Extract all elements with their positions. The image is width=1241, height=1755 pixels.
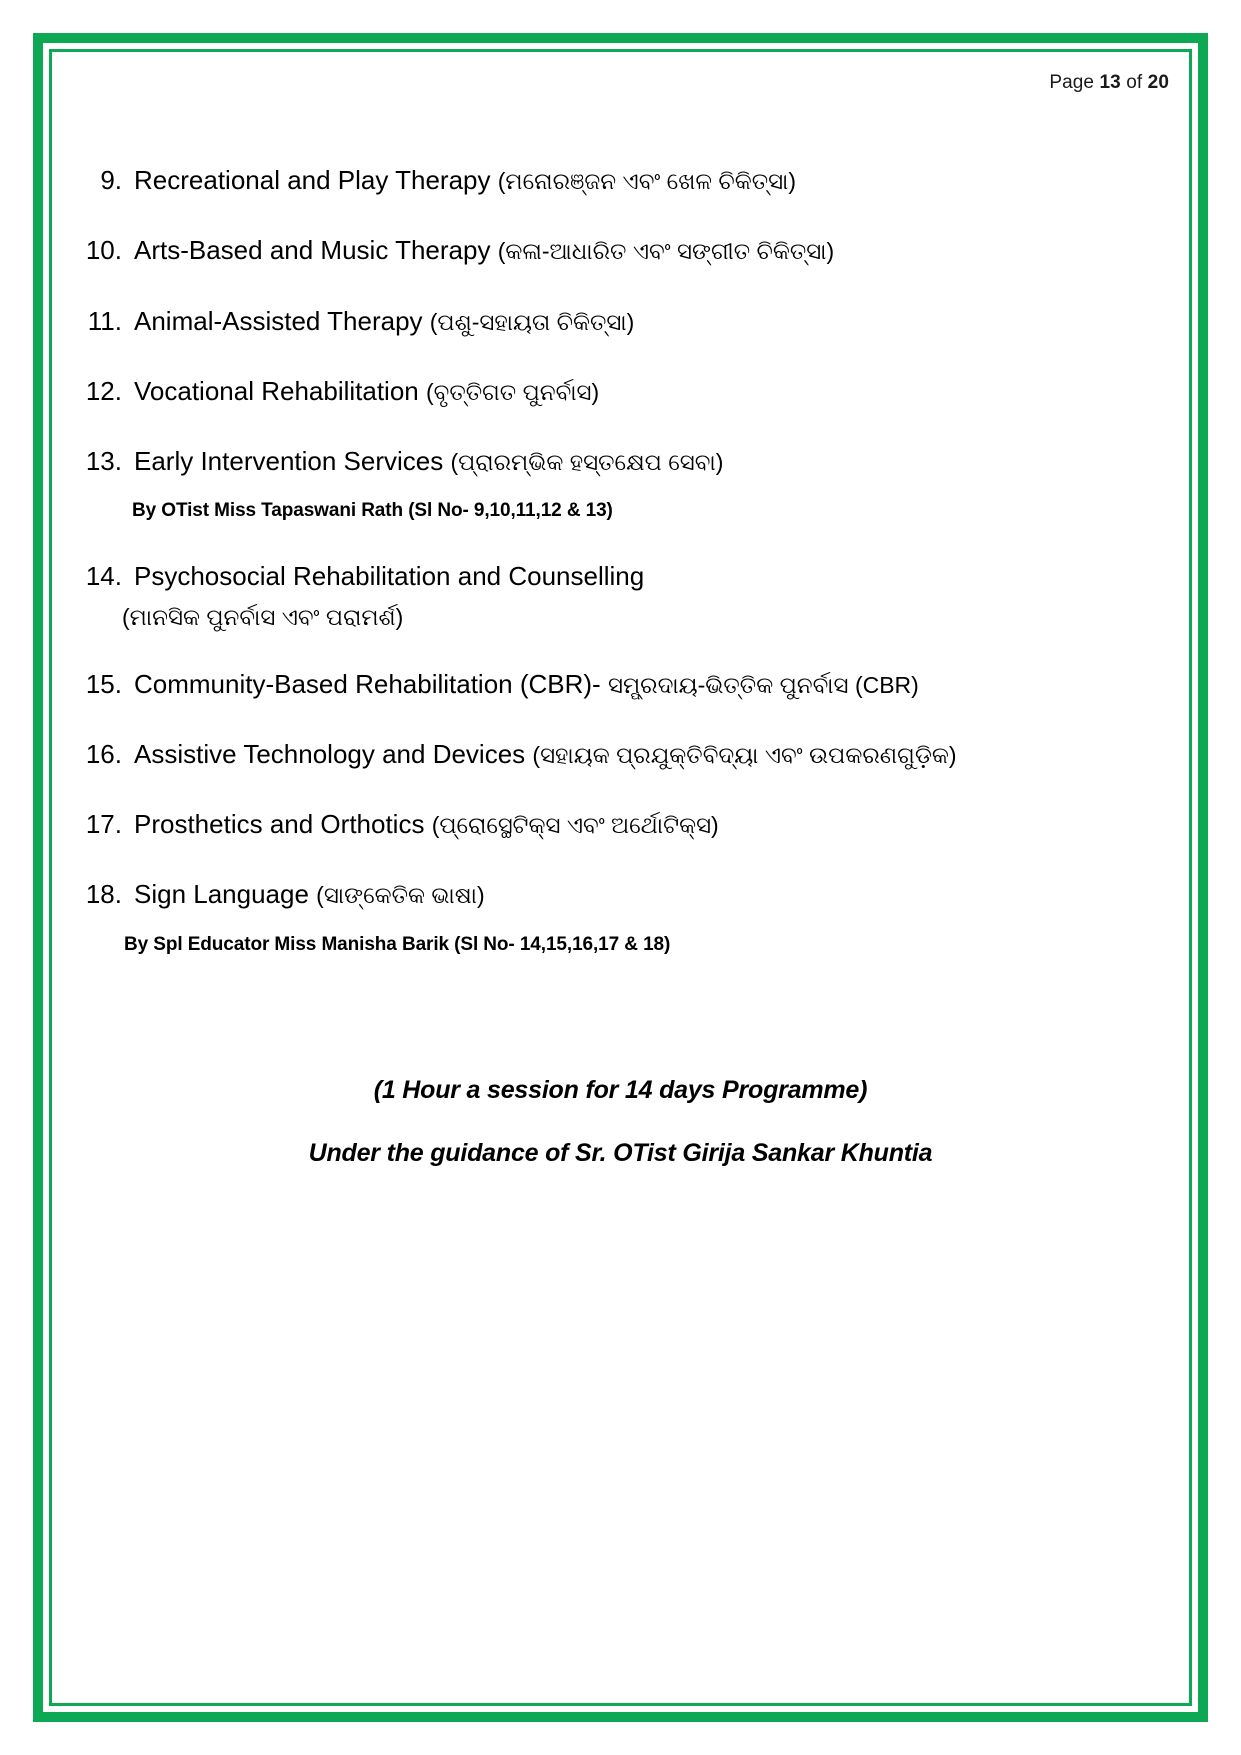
attribution-caption-two: By Spl Educator Miss Manisha Barik (Sl No- 14,15,16,17 & 18): [124, 933, 671, 955]
list-item-english: Vocational Rehabilitation: [134, 375, 426, 406]
list-item-english: Prosthetics and Orthotics: [134, 809, 432, 840]
list-item-body: [134, 445, 1181, 478]
list-item-odia: (ପ୍ରୋସ୍ଥେଟିକ୍ସ ଏବଂ ଅର୍ଥୋଟିକ୍ସ): [431, 812, 719, 839]
list-item: [60, 375, 1181, 408]
page-content: [60, 58, 1181, 1697]
list-item-english: Assistive Technology and Devices: [134, 738, 533, 769]
list-item-english: Recreational and Play Therapy: [134, 165, 498, 195]
list-item: [60, 808, 1181, 841]
footer-note-guidance: Under the guidance of Sr. OTist Girija Sankar Khuntia: [308, 1138, 933, 1167]
list-item: [60, 560, 1181, 593]
list-item-odia: (ପଶୁ-ସହାୟତା ଚିକିତ୍ସା): [429, 308, 635, 335]
list-item-odia-secondline: (ମାନସିକ ପୁନର୍ବାସ ଏବଂ ପରାମର୍ଶ): [122, 603, 404, 630]
list-item-number: 12.: [85, 375, 122, 406]
list-item-english: Sign Language: [134, 879, 317, 910]
page-number-header: [60, 58, 1181, 94]
list-item-body: [134, 878, 1181, 911]
list-item-body: [134, 738, 1181, 771]
list-item-body: [134, 305, 1181, 338]
list-item-number: 13.: [85, 446, 122, 477]
list-item-odia: (ମନୋରଞ୍ଜନ ଏବଂ ଖେଳ ଚିକିତ୍ସା): [497, 168, 797, 194]
attribution-caption-one: By OTist Miss Tapaswani Rath (Sl No- 9,10,11,12 & 13): [132, 500, 613, 522]
page-header-total: 20: [1147, 72, 1169, 93]
list-item: [60, 445, 1181, 478]
list-item-english: Psychosocial Rehabilitation and Counselling: [134, 561, 645, 592]
list-item-body: [134, 668, 1181, 701]
list-item-odia: (କଳା-ଆଧାରିତ ଏବଂ ସଙ୍ଗୀତ ଚିକିତ୍ସା): [497, 238, 835, 265]
list-item: [60, 878, 1181, 911]
list-item-number: 10.: [85, 235, 122, 266]
list-item-body: [134, 808, 1181, 841]
list-item-number: 16.: [85, 738, 122, 769]
list-item-number: 15.: [85, 668, 122, 699]
list-item-english: Animal-Assisted Therapy: [134, 305, 430, 336]
list-item-number: 14.: [85, 561, 122, 592]
list-item: [60, 234, 1181, 267]
page-header-prefix: Page: [1049, 72, 1095, 93]
list-item: [60, 668, 1181, 701]
list-item-english: Arts-Based and Music Therapy: [134, 235, 498, 266]
list-item-english: Community-Based Rehabilitation (CBR)-: [134, 668, 608, 699]
list-item-number: 17.: [85, 809, 122, 840]
list-item-odia: (ବୃତ୍ତିଗତ ପୁନର୍ବାସ): [425, 378, 600, 405]
list-item-number: 18.: [85, 879, 122, 910]
list-item-odia: ସମ୍ପ୍ରଦାୟ-ଭିତ୍ତିକ ପୁନର୍ବାସ (CBR): [607, 671, 919, 698]
list-item-odia: (ସହାୟକ ପ୍ରଯୁକ୍ତିବିଦ୍ୟା ଏବଂ ଉପକରଣଗୁଡ଼ିକ): [532, 741, 957, 768]
page-header-separator: of: [1126, 72, 1143, 93]
list-item-odia: (ସାଙ୍କେତିକ ଭାଷା): [316, 882, 485, 909]
list-item-odia: (ପ୍ରାରମ୍ଭିକ ହସ୍ତକ୍ଷେପ ସେବା): [450, 449, 724, 476]
list-item-body: [134, 164, 1181, 197]
list-item-body: [134, 234, 1181, 267]
therapy-list-part-one: [60, 164, 1181, 478]
list-item-number: 11.: [87, 305, 122, 336]
list-item: [60, 738, 1181, 771]
page-header-current: 13: [1099, 72, 1121, 93]
list-item-number: 9.: [100, 165, 122, 195]
list-item: [60, 164, 1181, 197]
list-item-body: [134, 560, 1181, 593]
list-item-english: Early Intervention Services: [134, 446, 451, 477]
list-item: [60, 305, 1181, 338]
therapy-list-part-two: [60, 560, 1181, 911]
list-item-body: [134, 375, 1181, 408]
footer-note-duration: (1 Hour a session for 14 days Programme): [373, 1075, 868, 1104]
